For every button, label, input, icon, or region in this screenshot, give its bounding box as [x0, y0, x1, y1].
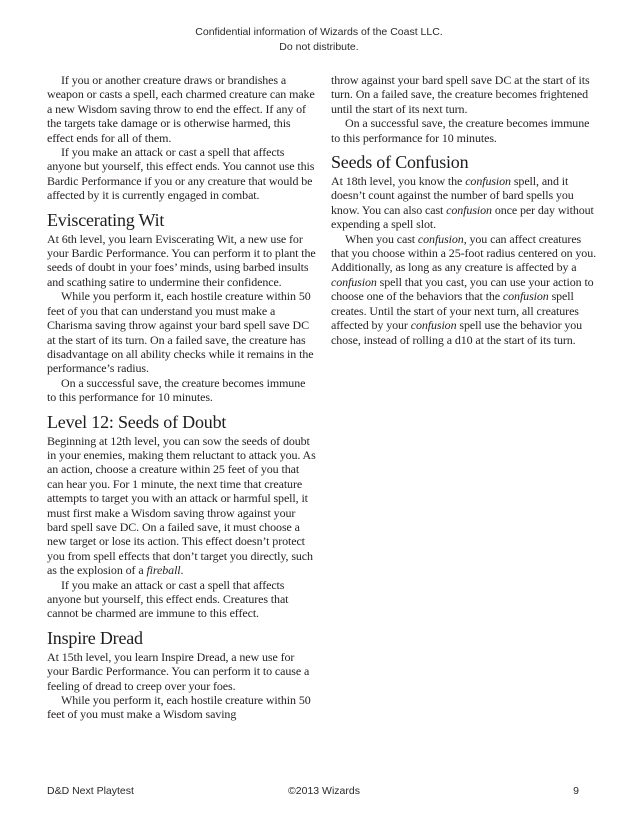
text-run: At 15th level, you learn Inspire Dread, a new use for your Bardic Performance. You can perform it to cause a feeling of dread to creep over your foes.: [47, 649, 310, 693]
text-run: On a successful save, the creature becomes immune to this performance for 10 minutes.: [47, 375, 306, 405]
confidentiality-header: [0, 25, 638, 55]
body-paragraph: [47, 693, 317, 722]
spell-name-italic: confusion: [410, 318, 457, 333]
text-run: Beginning at 12th level, you can sow the seeds of doubt in your enemies, making them reluctant to attack you. As an action, choose a creature within 25 feet of you that can hear you. For 1 minute, the next time that creature attempts to target you with an attack or harmful spell, it must first make a Wisdom saving throw against your bard spell save DC. On a failed save, it must choose a new target or lose its action. This effect doesn’t protect you from spell effects that don’t target you directly, such as the explosion of a: [47, 433, 316, 578]
text-run: If you make an attack or cast a spell that affects anyone but yourself, this effect ends. You cannot use this Bardic Performance if you or any creature that would be affected by it is currently engaged in combat.: [47, 145, 315, 203]
body-paragraph: [47, 376, 317, 405]
spell-name-italic: confusion: [417, 231, 464, 246]
text-run: While you perform it, each hostile creature within 50 feet of you that can understand you must make a Charisma saving throw against your bard spell save DC at the start of its turn. On a failed save, the creature has disadvantage on all ability checks while it remains in the performance’s radius.: [47, 289, 314, 376]
page-footer: [47, 784, 601, 798]
text-run: While you perform it, each hostile creature within 50 feet of you must make a Wisdom saving: [47, 693, 311, 722]
body-paragraph: [331, 232, 601, 347]
body-paragraph: [47, 578, 317, 621]
body-paragraph: [47, 232, 317, 290]
body-paragraph: [47, 73, 317, 145]
body-paragraph: [331, 174, 601, 232]
section-heading: Level 12: Seeds of Doubt: [47, 411, 227, 432]
body-paragraph: [47, 434, 317, 578]
left-column: [47, 73, 317, 722]
text-run: , you can affect creatures that you choose within a 25-foot radius centered on you. Additionally, as long as any creature is affected by a: [331, 231, 596, 275]
text-run: If you make an attack or cast a spell that affects anyone but yourself, this effect ends. Creatures that cannot be charmed are immune to this effect.: [47, 577, 289, 621]
text-run: once per day without expending a spell slot.: [331, 202, 594, 232]
body-paragraph: [331, 73, 601, 116]
right-column: [331, 73, 601, 722]
section-heading: Inspire Dread: [47, 627, 143, 648]
text-run: spell, and it doesn’t count against the number of bard spells you know. You can also cast: [331, 174, 574, 217]
text-run: At 18th level, you know the: [331, 174, 466, 189]
text-run: spell that you cast, you can use your action to choose one of the behaviors that the: [331, 274, 594, 304]
content-columns: [47, 73, 601, 722]
spell-name-italic: confusion: [331, 274, 377, 289]
body-paragraph: [331, 116, 601, 145]
footer-page-number: 9: [573, 785, 579, 797]
text-run: On a successful save, the creature becomes immune to this performance for 10 minutes.: [331, 116, 590, 145]
body-paragraph: [47, 289, 317, 375]
spell-name-italic: confusion: [465, 174, 511, 189]
section-heading: Eviscerating Wit: [47, 209, 165, 230]
text-run: .: [180, 563, 184, 578]
text-run: spell use the behavior you chose, instead of rolling a d10 at the start of its turn.: [331, 318, 583, 347]
spell-name-italic: fireball: [146, 563, 181, 578]
spell-name-italic: confusion: [502, 289, 549, 304]
text-run: spell creates. Until the start of your next turn, all creatures affected by your: [331, 289, 579, 333]
footer-document-title: D&D Next Playtest: [47, 785, 134, 797]
header-line-2: Do not distribute.: [279, 41, 359, 53]
header-line-1: Confidential information of Wizards of the Coast LLC.: [195, 26, 443, 38]
text-run: throw against your bard spell save DC at the start of its turn. On a failed save, the creature becomes frightened until the start of its next turn.: [331, 73, 590, 116]
text-run: At 6th level, you learn Eviscerating Wit, a new use for your Bardic Performance. You can perform it to plant the seeds of doubt in your foes’ minds, using barbed insults and scathing satire to undermine their confidence.: [47, 231, 316, 289]
text-run: When you cast: [345, 231, 418, 246]
body-paragraph: [47, 145, 317, 203]
footer-copyright: ©2013 Wizards: [288, 785, 360, 797]
section-heading: Seeds of Confusion: [331, 152, 469, 173]
text-run: If you or another creature draws or brandishes a weapon or casts a spell, each charmed creature can make a new Wisdom saving throw to end the effect. If any of the targets take damage or is otherwise harmed, this effect ends for all of them.: [47, 73, 315, 145]
body-paragraph: [47, 650, 317, 693]
spell-name-italic: confusion: [446, 202, 492, 217]
